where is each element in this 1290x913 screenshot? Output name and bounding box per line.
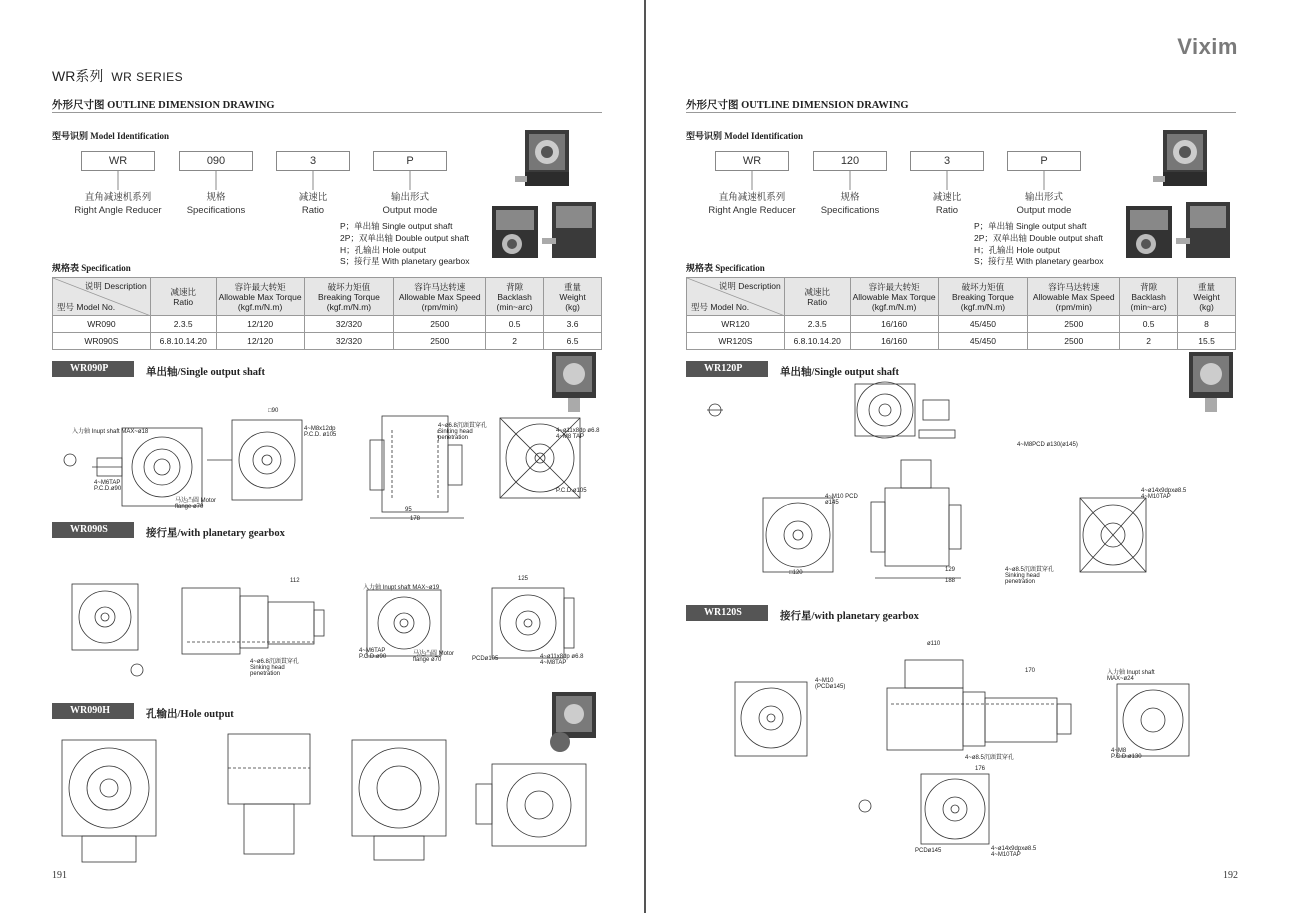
table-header-ratio: 减速比 Ratio [784,278,850,316]
label-pcd105: P.C.D.ø105 [556,488,587,494]
label-r-s-m8: 4~M8 P.C.D.ø130 [1111,748,1142,760]
table-corner-header: 说明 Description 型号 Model No. [687,278,785,316]
band-caption-wr120p: 单出轴/Single output shaft [780,367,900,378]
code-box-series: WR [81,151,155,171]
band-caption-wr090h: 孔输出/Hole output [146,709,234,720]
page-number: 191 [52,870,67,881]
code-box-output-right: P [1007,151,1081,171]
label-r-s-m10tap: 4~ø14x9dpxø8.5 4~M10TAP [991,846,1037,858]
label-r-110: ø110 [927,641,941,647]
label-s-input: 入力轴 Inupt shaft MAX~ø19 [363,585,440,591]
caption-output-right: 输出形式 Output mode [1016,192,1072,216]
label-s-m6: 4~M6TAP P.C.D.ø90 [359,648,387,660]
label-s-pcd: PCDø105 [472,656,499,662]
table-header-breaking-torque: 破坏力矩值 Breaking Torque (kgf.m/N.m) [938,278,1028,316]
table-row: WR120S 6.8.10.14.20 16/160 45/450 2500 2 15.5 [687,333,1236,350]
gearbox-photo-right [1153,128,1233,190]
output-mode-list: P；单出轴 Single output shaft 2P；双单出轴 Double output shaft H；孔输出 Hole output S；接行星 With planetary gearbox [340,221,470,267]
spec-title-right: 规格表 Specification [686,263,765,273]
band-wr090s: WR090S [52,522,134,538]
label-r-m8tap: 4~ø14x9dpxø8.5 4~M10TAP [1141,488,1187,500]
brand-logo: Vixim [1177,34,1238,59]
table-header-backlash: 背隙 Backlash (min~arc) [1120,278,1178,316]
label-m8-pcd105: 4~M8x12dp P.C.D. ø105 [304,426,337,438]
label-sq90: □90 [268,408,279,414]
wr090p-drawing [52,400,612,525]
label-s-sink: 4~ø6.8沉頭貫穿孔 Sinking head penetration [250,659,299,677]
page-number-right: 192 [1223,870,1238,881]
table-header-max-torque: 容许最大转矩 Allowable Max Torque (kgf.m/N.m) [850,278,938,316]
band-caption-wr090p: 单出轴/Single output shaft [146,367,266,378]
caption-series: 直角减速机系列 Right Angle Reducer [74,192,162,216]
label-r-s-m10: 4~M10 (PCDø145) [815,678,846,690]
label-sinking: 4~ø6.8沉頭貫穿孔 Sinking head penetration [438,423,487,441]
band-caption-wr120s: 接行星/with planetary gearbox [780,611,919,622]
table-header-ratio: 减速比 Ratio [150,278,216,316]
caption-spec-right: 规格 Specifications [820,192,880,216]
label-95: 95 [405,507,412,513]
code-box-ratio: 3 [276,151,350,171]
label-r-129: 129 [945,567,956,573]
caption-ratio-right: 减速比 Ratio [932,192,962,216]
band-wr120s: WR120S [686,605,768,621]
label-s-motor: 马达凸圆 Motor flange ø70 [413,651,455,663]
band-caption-wr090s: 接行星/with planetary gearbox [146,528,285,539]
spec-table-right [686,277,1236,350]
section-title: 外形尺寸图 OUTLINE DIMENSION DRAWING [52,100,275,111]
caption-output: 输出形式 Output mode [382,192,438,216]
label-r-120: □120 [789,570,803,576]
spec-title: 规格表 Specification [52,263,131,273]
label-r-s-pcd: PCDø145 [915,848,942,854]
label-r-m10: 4~M10 PCD ø145 [825,494,858,506]
table-header-weight: 重量 Weight (kg) [544,278,602,316]
label-r-176: 176 [975,766,986,772]
label-r-sink: 4~ø8.5沉頭貫穿孔 Sinking head penetration [1005,567,1054,585]
label-r-m8pcd130: 4~M8PCD ø130(ø145) [1017,442,1078,448]
caption-series-right: 直角减速机系列 Right Angle Reducer [708,192,796,216]
label-r-s-input: 入力轴 Inupt shaft MAX~ø24 [1107,670,1155,682]
label-input-shaft: 入力轴 Inupt shaft MAX~ø18 [72,429,149,435]
label-s-m8: 4~ø11x8dp ø6.8 4~M8TAP [540,654,584,666]
code-box-series-right: WR [715,151,789,171]
gearbox-photo [515,128,595,190]
table-header-backlash: 背隙 Backlash (min~arc) [486,278,544,316]
table-row: WR120 2.3.5 16/160 45/450 2500 0.5 8 [687,316,1236,333]
model-id-title-right: 型号识别 Model Identification [686,131,803,141]
label-112: 112 [290,578,300,584]
gearbox-photo-pair-right [1124,200,1234,266]
spec-table [52,277,602,350]
right-page [645,0,1290,913]
table-row: WR090S 6.8.10.14.20 12/120 32/320 2500 2 6.5 [53,333,602,350]
output-mode-list-right: P；单出轴 Single output shaft 2P；双单出轴 Double output shaft H；孔输出 Hole output S；接行星 With planetary gearbox [974,221,1104,267]
table-header-weight: 重量 Weight (kg) [1178,278,1236,316]
code-box-ratio-right: 3 [910,151,984,171]
table-row: WR090 2.3.5 12/120 32/320 2500 0.5 3.6 [53,316,602,333]
model-id-title: 型号识别 Model Identification [52,131,169,141]
label-motor-flange: 马达凸圆 Motor flange ø70 [175,498,217,510]
label-125: 125 [518,576,529,582]
table-header-max-speed: 容许马达转速 Allowable Max Speed (rpm/min) [394,278,486,316]
table-header-max-torque: 容许最大转矩 Allowable Max Torque (kgf.m/N.m) [216,278,304,316]
caption-spec: 规格 Specifications [186,192,246,216]
table-header-breaking-torque: 破坏力矩值 Breaking Torque (kgf.m/N.m) [304,278,394,316]
label-r-188: 188 [945,578,956,584]
wr120p-drawing [725,380,1205,590]
band-wr090h: WR090H [52,703,134,719]
gearbox-photo-pair [490,200,600,266]
table-header-max-speed: 容许马达转速 Allowable Max Speed (rpm/min) [1028,278,1120,316]
series-title: WR系列 WR SERIES [52,68,184,84]
code-box-output: P [373,151,447,171]
section-title-right: 外形尺寸图 OUTLINE DIMENSION DRAWING [686,100,909,111]
wr090h-drawing [52,726,612,866]
code-box-spec-right: 120 [813,151,887,171]
band-wr120p: WR120P [686,361,768,377]
band-wr090p: WR090P [52,361,134,377]
label-m8tap: 4~ø11x8dp ø6.8 4~M8 TAP [556,428,600,440]
caption-ratio: 减速比 Ratio [298,192,328,216]
table-corner-header: 说明 Description 型号 Model No. [53,278,151,316]
label-r-s-sink: 4~ø8.5沉頭貫穿孔 [965,755,1014,761]
code-box-spec: 090 [179,151,253,171]
label-178: 178 [410,516,421,522]
label-r-170: 170 [1025,668,1036,674]
label-m6tap: 4~M6TAP P.C.D.ø90 [94,480,122,492]
